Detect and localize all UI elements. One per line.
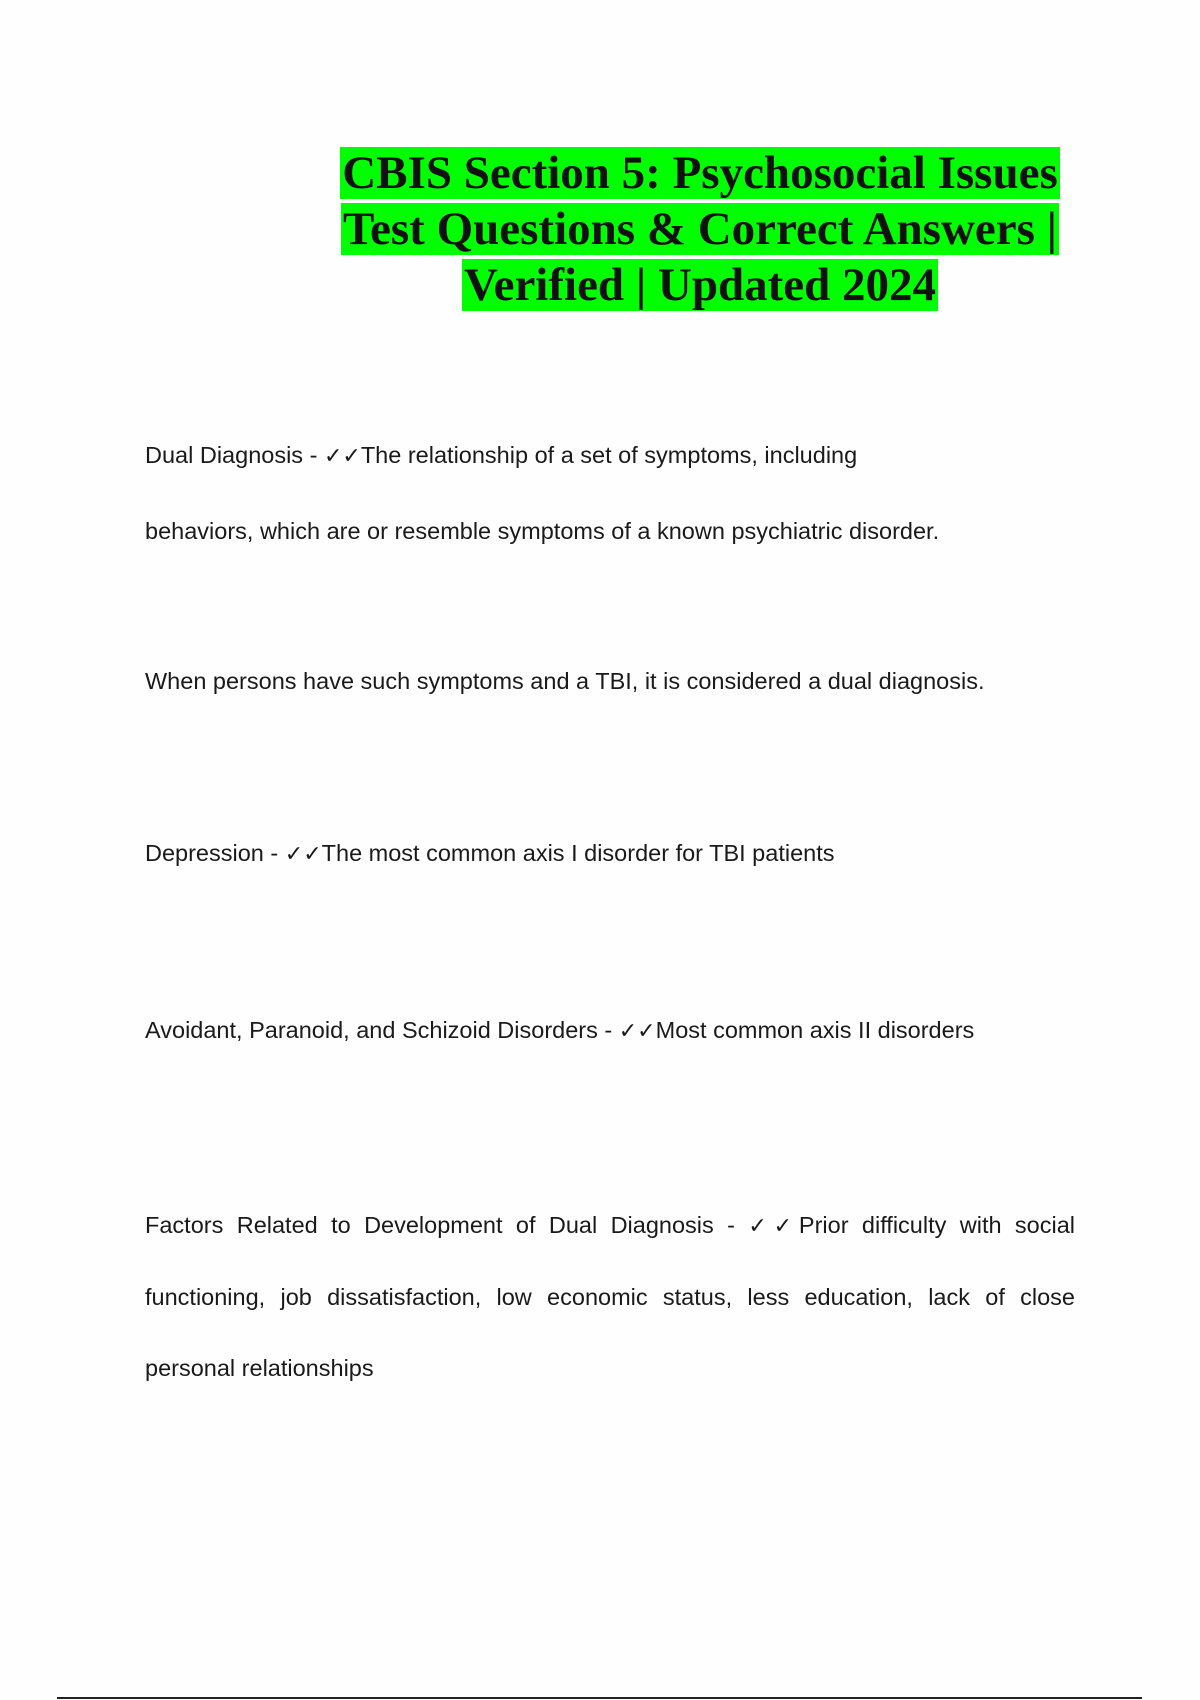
answer: The most common axis I disorder for TBI patients [321, 840, 835, 866]
answer: Most common axis II disorders [655, 1017, 975, 1043]
separator: - [713, 1212, 749, 1238]
title-line: Verified | Updated 2024 [463, 259, 937, 311]
separator: - [263, 840, 285, 866]
document-title [300, 145, 1100, 313]
double-check-icon: ✓✓ [284, 842, 322, 867]
title-line: CBIS Section 5: Psychosocial Issues [342, 147, 1058, 199]
term: Depression [145, 840, 264, 866]
title-line: Test Questions & Correct Answers | [343, 203, 1057, 255]
separator: - [303, 442, 324, 468]
qa-item-axis-ii [145, 1017, 1075, 1044]
qa-item-factors [145, 1190, 1075, 1404]
answer: The relationship of a set of symptoms, including behaviors, which are or resemble symptoms of a known psychiatric disorder. [145, 442, 940, 544]
answer: When persons have such symptoms and a TBI, it is considered a dual diagnosis. [145, 668, 985, 694]
qa-item-dual-diagnosis [145, 418, 945, 569]
qa-item-note [145, 668, 1075, 695]
double-check-icon: ✓✓ [618, 1019, 656, 1044]
separator: - [597, 1017, 619, 1043]
answer: Prior difficulty with social functioning, job dissatisfaction, low economic status, less education, lack of close personal relationships [145, 1212, 1075, 1381]
term: Avoidant, Paranoid, and Schizoid Disorders [145, 1017, 598, 1043]
qa-item-depression [145, 840, 1075, 867]
double-check-icon: ✓✓ [323, 444, 361, 469]
term: Dual Diagnosis [145, 442, 304, 468]
term: Factors Related to Development of Dual Diagnosis [145, 1212, 714, 1238]
footer-rule [57, 1697, 1142, 1699]
double-check-icon: ✓✓ [748, 1214, 799, 1239]
